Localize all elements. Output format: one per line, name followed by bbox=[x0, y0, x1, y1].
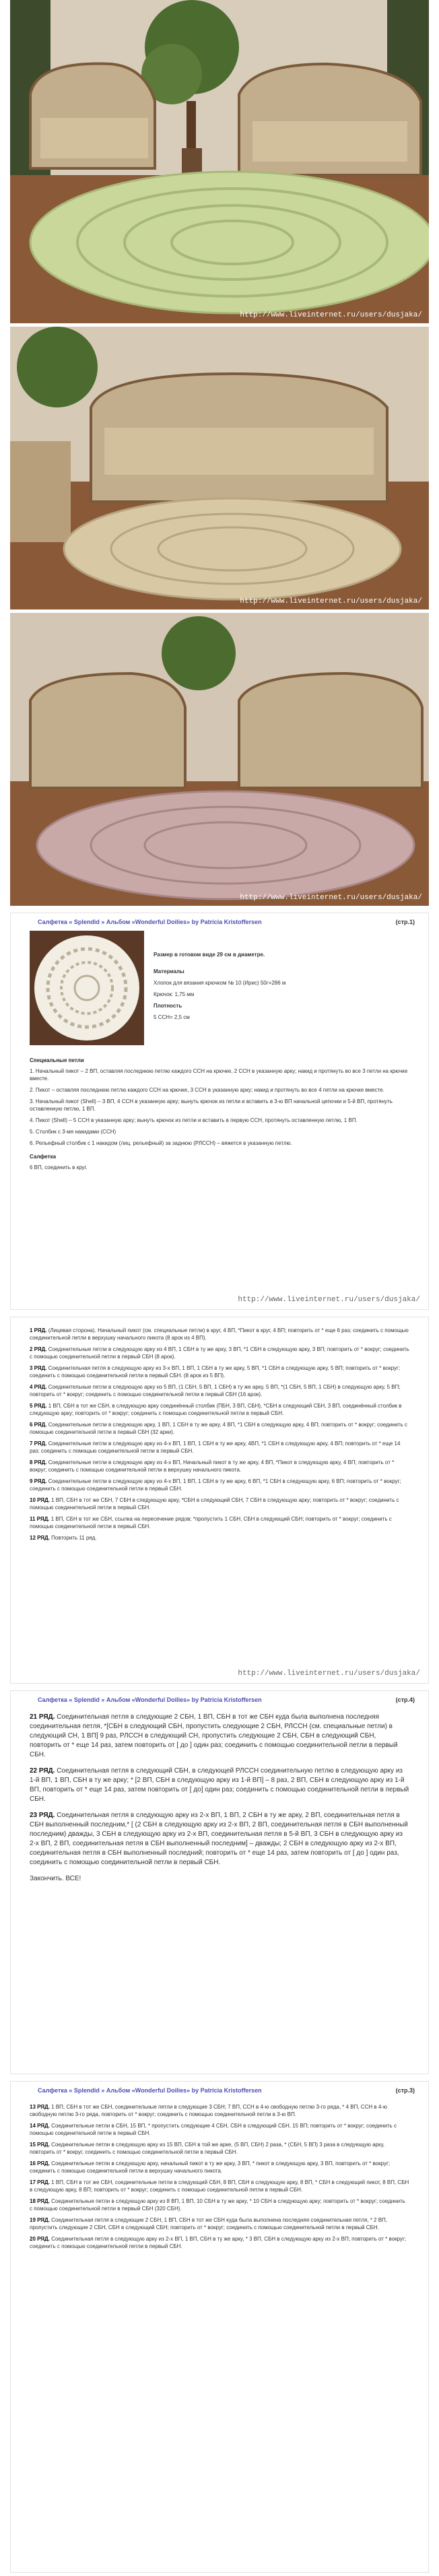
row-label: 7 РЯД. bbox=[30, 1441, 47, 1447]
row-instruction bbox=[30, 2216, 409, 2231]
row-label: 19 РЯД. bbox=[30, 2217, 50, 2223]
stitch-item: 1. Начальный пикот – 2 ВП, оставляя последнюю петлю каждого ССН на крючке, 2 ССН в указанную арку; накид и протянуть во все 3 петли на крючке вместе. bbox=[30, 1068, 408, 1082]
pattern-page-3 bbox=[10, 1690, 429, 2074]
row-text: Соединительные петли в следующую арку, 1 ВП, 1 СБН в ту же арку, 4 ВП, *1 СБН в следующую арку, 4 ВП; повторить от * вокруг; соединить с помощью соединительной петли в первый СБН (32 арки). bbox=[30, 1422, 408, 1435]
row-instruction bbox=[30, 1402, 409, 1417]
page-header bbox=[11, 2082, 428, 2096]
row-text: Соединительная петля в следующие 2 СБН, 1 ВП, СБН в тот же СБН куда была выполнена последняя соединительная петля, *[СБН в следующий СБН, пропустить следующие 2 СБН, РЛССН (см. специальные петли) в следующий СН, 1 ВП] 9 раз, РЛССН в следующий СН, пропустить следующие 2 СБН, СБН в следующий СБН, повторить от * еще 14 раз, затем повторить от [ до ] один раз; соединить с помощью соединительной петли в первый СБН. bbox=[30, 1713, 398, 1758]
density-text: 5 ССН= 2,5 см bbox=[154, 1014, 190, 1020]
photo-pink-rug bbox=[10, 613, 429, 906]
materials-text: Хлопок для вязания крючком № 10 (Ирис) 50г=286 м bbox=[154, 980, 286, 986]
page-number: (стр.4) bbox=[395, 1696, 415, 1703]
row-instruction bbox=[30, 1346, 409, 1360]
row-instruction bbox=[30, 1811, 409, 1868]
row-text: Соединительная петля в следующую арку из 3-х ВП, 1 ВП, 1 СБН в ту же арку, 5 ВП, *1 СБН в следующую арку, 5 ВП; повторить от * вокруг; соединить с помощью соединительной петли в первый СБН. (8 арок из 5 ВП). bbox=[30, 1365, 401, 1379]
row-label: 20 РЯД. bbox=[30, 2236, 50, 2242]
row-text: 1 ВП, СБН в тот же СБН, соединительные петли в следующие 3 СБН; 7 ВП, ССН в 4-ю свободную петлю 3-го ряда, * 4 ВП, ССН в 4-ю свободную петлю 3-го ряда, повторить от * вокруг; соединить с помощью соединительной петли в 3-ю ВП. bbox=[30, 2104, 387, 2117]
row-label: 10 РЯД. bbox=[30, 1497, 50, 1503]
row-instruction bbox=[30, 1421, 409, 1436]
row-text: Соединительные петли в следующую арку из 15 ВП, СБН в той же арке, (5 ВП, СБН) 2 раза, * (СБН, 5 ВП) 3 раза в следующую арку, повторить от * вокруг, соединить с помощью соединительной петли в первый СБН. bbox=[30, 2142, 385, 2155]
room-illustration bbox=[10, 0, 429, 323]
stitch-item: 5. Столбик с 3-мя накидами (ССН) bbox=[30, 1129, 116, 1135]
row-text: Соединительные петли в следующую арку, начальный пикот в ту же арку, 3 ВП, * пикот в следующую арку, 3 ВП, повторить от * вокруг; соединить с помощью соединительной петли в верхушку начального пикота. bbox=[30, 2160, 391, 2174]
watermark: http://www.liveinternet.ru/users/dusjaka/ bbox=[240, 597, 422, 605]
pattern-page-4 bbox=[10, 2081, 429, 2573]
row-label: 1 РЯД. bbox=[30, 1327, 47, 1333]
row-label: 17 РЯД. bbox=[30, 2179, 50, 2185]
pattern-page-2 bbox=[10, 1317, 429, 1684]
row-instruction bbox=[30, 1440, 409, 1455]
size-text: Размер в готовом виде 29 см в диаметре. bbox=[154, 952, 265, 958]
row-label: 12 РЯД. bbox=[30, 1535, 50, 1541]
watermark: http://www.liveinternet.ru/users/dusjaka/ bbox=[240, 311, 422, 319]
row-label: 11 РЯД. bbox=[30, 1516, 50, 1522]
row-instruction bbox=[30, 1534, 409, 1542]
row-text: Соединительная петля в следующие 2 СБН, 1 ВП, СБН в тот же СБН куда была выполнена последняя соединительная петля, * 2 ВП, пропустить следующие 2 СБН, СБН в следующий СБН; повторить от * вокруг; соединить с помощью соединительной петли в первый СБН. bbox=[30, 2217, 388, 2231]
row-text: Соединительная петля в следующий СБН, в следующей РЛССН соединительную петлю в следующую арку из 1-й ВП, 1 ВП, СБН в ту же арку; * [2 ВП, СБН в следующую арку из 1-й ВП] – 8 раз, 2 ВП, СБН в следующую арку из 1-й ВП, повторить от * еще 14 раз, затем повторить от [ до] один раз; соединить с помощью соединительной петли в первый СБН. bbox=[30, 1767, 409, 1803]
row-text: Соединительная петля в следующую арку из 2-х ВП, 1 ВП, СБН в ту же арку, * 3 ВП, СБН в следующую арку из 2-х ВП; повторить от * вокруг; соединить с помощью соединительной петли в первый СБН. bbox=[30, 2236, 407, 2249]
room-illustration bbox=[10, 327, 429, 609]
row-text: 1 ВП, СБН в тот же СБН, ссылка на пересечение рядов; *пропустить 1 СБН, СБН в следующий СБН; повторить от * вокруг; соединить с помощью соединительной петли в первый СБН. bbox=[30, 1516, 392, 1529]
row-instruction bbox=[30, 1713, 409, 1760]
stitch-item: 4. Пикот (Shell) – 5 ССН в указанную арку; вынуть крючок из петли и вставить в первую ССН, протянуть оставленную петлю, 1 ВП. bbox=[30, 1117, 358, 1123]
row-instruction bbox=[30, 1364, 409, 1379]
row-instruction bbox=[30, 1766, 409, 1804]
doily-photo bbox=[30, 931, 144, 1045]
row-label: 15 РЯД. bbox=[30, 2142, 50, 2148]
row-label: 3 РЯД. bbox=[30, 1365, 47, 1371]
row-label: 22 РЯД. bbox=[30, 1767, 55, 1775]
photo-beige-rug bbox=[10, 327, 429, 609]
row-label: 6 РЯД. bbox=[30, 1422, 47, 1428]
room-illustration bbox=[10, 613, 429, 906]
materials-title: Материалы bbox=[154, 968, 184, 975]
stitch-item: 3. Начальный пикот (Shell) – 3 ВП, 4 ССН в указанную арку; вынуть крючок из петли и вставить в 3-ю ВП начальной цепочки и 5-й ВП, протянуть оставленную петлю, 1 ВП. bbox=[30, 1098, 393, 1112]
row-instruction bbox=[30, 1478, 409, 1492]
header-title: Салфетка « Splendid » Альбом «Wonderful Doilies» by Patricia Kristoffersen bbox=[38, 1696, 262, 1703]
row-text: Закончить. ВСЕ! bbox=[30, 1875, 81, 1882]
watermark: http://www.liveinternet.ru/users/dusjaka/ bbox=[238, 1670, 420, 1678]
header-title: Салфетка « Splendid » Альбом «Wonderful Doilies» by Patricia Kristoffersen bbox=[38, 919, 262, 925]
row-text: 1 ВП, СБН в тот же СБН, 7 СБН в следующую арку, *СБН в следующий СБН, 7 СБН в следующую арку; повторить от * вокруг; соединить с помощью соединительной петли в первый СБН. bbox=[30, 1497, 399, 1511]
row-label: 5 РЯД. bbox=[30, 1403, 47, 1409]
page-number: (стр.1) bbox=[395, 919, 415, 925]
row-instruction bbox=[30, 2179, 409, 2193]
row-label: 9 РЯД. bbox=[30, 1478, 47, 1484]
hook-text: Крючок: 1,75 мм bbox=[154, 991, 195, 997]
row-label: 18 РЯД. bbox=[30, 2198, 50, 2204]
row-instruction bbox=[30, 2235, 409, 2250]
row-text: Соединительные петли в следующую арку из 4 ВП, 1 СБН в ту же арку, 3 ВП, *1 СБН в следующую арку, 3 ВП; повторить от * вокруг; соединить с помощью соединительной петли в первый СБН (8 арок). bbox=[30, 1346, 409, 1360]
photo-green-rug bbox=[10, 0, 429, 323]
row-instruction bbox=[30, 2122, 409, 2137]
page-header bbox=[11, 913, 428, 928]
row-instruction bbox=[30, 2141, 409, 2156]
stitch-item: 2. Пикот – оставляя последнюю петлю каждого ССН на крючке, 3 ССН в указанную арку; накид и протянуть во все 4 петли на крючке вместе. bbox=[30, 1087, 384, 1093]
row-instruction bbox=[30, 1327, 409, 1342]
watermark: http://www.liveinternet.ru/users/dusjaka/ bbox=[240, 894, 422, 902]
doily-title: Салфетка bbox=[30, 1154, 57, 1160]
density-title: Плотность bbox=[154, 1003, 182, 1009]
row-instruction bbox=[30, 2160, 409, 2175]
row-label: 16 РЯД. bbox=[30, 2160, 50, 2167]
row-text: Соединительные петли в СБН, 15 ВП, * пропустить следующие 4 СБН, СБН в следующий СБН, 15 ВП; повторить от * вокруг; соединить с помощью соединительной петли в первый СБН. bbox=[30, 2123, 397, 2136]
pattern-page-1 bbox=[10, 913, 429, 1310]
row-text: Соединительные петли в следующую арку из 4-х ВП, 1 ВП, 1 СБН в ту же арку, 6 ВП, *1 СБН в следующую арку, 6 ВП; повторить от * вокруг; соединить с помощью соединительной петли в первый СБН. bbox=[30, 1478, 401, 1492]
row-text: 1 ВП, СБН в тот же СБН, соединительные петли в следующий СБН, 8 ВП, СБН в следующую арку, 8 ВП, * СБН в следующий пикот, 8 ВП, СБН в следующую арку, 8 ВП; повторить от * вокруг; соединить с помощью соединительной петли в первый СБН. bbox=[30, 2179, 409, 2193]
row-label: 14 РЯД. bbox=[30, 2123, 50, 2129]
stitch-item: 6. Рельефный столбик с 1 накидом (лиц. рельефный) за заднюю (РЛССН) – вяжется в указанную петлю. bbox=[30, 1140, 292, 1146]
finish-text bbox=[30, 1874, 409, 1884]
page-number: (стр.3) bbox=[395, 2087, 415, 2094]
row-text: Соединительная петля в следующую арку из 2-х ВП, 1 ВП, 2 СБН в ту же арку, 2 ВП, соединительная петля в СБН выполненный последним,* [ (2 СБН в следующую арку из 2-х ВП, 2 ВП, соединительная петля в СБН выполненный последним) дважды, 3 СБН в следующую арку из 2-х ВП, соединительная петля в 5-й ВП, 3 СБН в следующую арку из 2-х ВП, 2 ВП, соединительная петля в СБН выполненный последним] – дважды; 2 СБН в следующую арку из 2-х ВП, соединительная петля в СБН выполненный последний; повторить от * еще 14 раз, затем повторить от [ до ] один раз, соединить с помощью соединительной петли в первый СБН. bbox=[30, 1812, 408, 1866]
row-label: 23 РЯД. bbox=[30, 1812, 55, 1819]
row-text: Соединительные петли в следующую арку из 4-х ВП, Начальный пикот в ту же арку, 4 ВП, *Пикот в следующую арку, 4 ВП; повторить от * вокруг; соединить с помощью соединительной петли в верхушку начального пикота. bbox=[30, 1459, 395, 1473]
row-text: (Лицевая сторона). Начальный пикот (см. специальные петли) в круг, 4 ВП, *Пикот в круг, 4 ВП; повторить от * еще 6 раз; соединить с помощью соединительной петли в верхушку начального пикота (8 арок из 4 ВП). bbox=[30, 1327, 409, 1341]
row-text: Повторить 11 ряд. bbox=[51, 1535, 97, 1541]
row-instruction bbox=[30, 1383, 409, 1398]
row-label: 8 РЯД. bbox=[30, 1459, 47, 1465]
row-label: 13 РЯД. bbox=[30, 2104, 50, 2110]
row-text: Соединительные петли в следующую арку из 5 ВП, (1 СБН, 5 ВП, 1 СБН) в ту же арку, 5 ВП, *(1 СБН, 5 ВП, 1 СБН) в следующую арку, 5 ВП; повторить от * вокруг; соединить с помощью соединительной петли в первый СБН (16 арок). bbox=[30, 1384, 401, 1397]
first-step: 6 ВП, соединить в круг. bbox=[30, 1164, 88, 1170]
row-instruction bbox=[30, 1459, 409, 1474]
row-text: Соединительные петли в следующую арку из 4-х ВП, 1 ВП, 1 СБН в ту же арку, 4ВП, *1 СБН в следующую арку, 4 ВП; повторить от * еще 14 раз; соединить с помощью соединительной петли в первый СБН. bbox=[30, 1441, 401, 1454]
header-title: Салфетка « Splendid » Альбом «Wonderful Doilies» by Patricia Kristoffersen bbox=[38, 2087, 262, 2094]
row-text: Соединительные петли в следующую арку из 8 ВП, 1 ВП, 10 СБН в ту же арку, * 10 СБН в следующую арку; повторить от * вокруг; соединить с помощью соединительной петли в первый СБН (320 СБН). bbox=[30, 2198, 405, 2212]
page-header bbox=[11, 1691, 428, 1706]
row-instruction bbox=[30, 2198, 409, 2212]
special-stitches-title: Специальные петли bbox=[30, 1057, 84, 1063]
watermark: http://www.liveinternet.ru/users/dusjaka/ bbox=[238, 1296, 420, 1304]
row-text: 1 ВП, СБН в тот же СБН, в следующую арку соединённый столбик (ПБН, 3 ВП, СБН), *СБН в следующий СБН, 3 ВП, соединённый столбик в следующую арку; повторить от * вокруг; соединить с помощью соединительной петли в первый СБН. bbox=[30, 1403, 402, 1416]
row-instruction bbox=[30, 1515, 409, 1530]
row-label: 2 РЯД. bbox=[30, 1346, 47, 1352]
row-label: 4 РЯД. bbox=[30, 1384, 47, 1390]
row-label: 21 РЯД. bbox=[30, 1713, 55, 1721]
row-instruction bbox=[30, 2103, 409, 2118]
row-instruction bbox=[30, 1496, 409, 1511]
